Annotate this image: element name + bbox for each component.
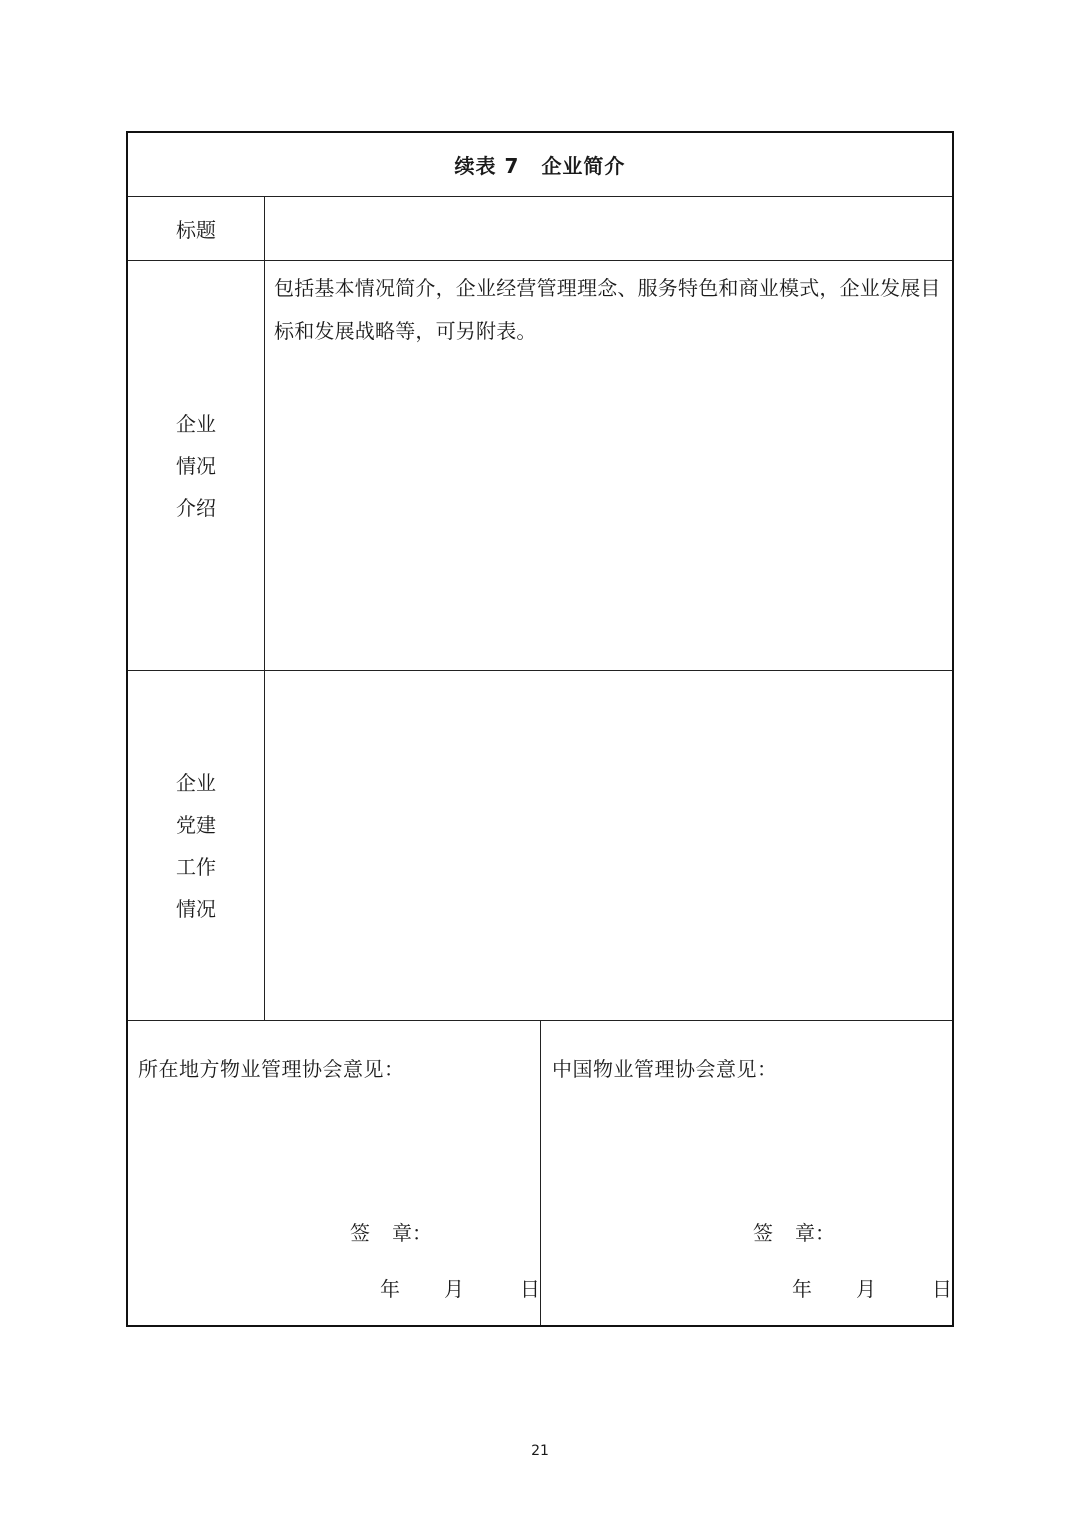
intro-label-line: 情况 (176, 453, 216, 478)
local-association-opinion-cell[interactable] (128, 1021, 541, 1325)
national-date-line (792, 1273, 952, 1302)
year-label: 年 (792, 1277, 812, 1301)
intro-label-line: 介绍 (176, 495, 216, 520)
opinion-row (128, 1021, 952, 1325)
local-association-opinion-title: 所在地方物业管理协会意见： (138, 1057, 405, 1081)
intro-instruction-text: 包括基本情况简介，企业经营管理理念、服务特色和商业模式，企业发展目标和发展战略等，可另附表。 (274, 276, 941, 343)
sign-char: 章： (392, 1221, 432, 1245)
table-title-main: 企业简介 (541, 154, 626, 178)
party-row (128, 671, 952, 1021)
intro-label-line: 企业 (176, 411, 216, 436)
page-number: 21 (531, 1443, 549, 1459)
month-label: 月 (444, 1277, 464, 1301)
national-signature-label (753, 1217, 835, 1246)
local-date-line (380, 1273, 540, 1302)
heading-label-cell (128, 197, 265, 260)
day-label: 日 (520, 1277, 540, 1301)
party-content-cell[interactable] (265, 671, 952, 1020)
day-label: 日 (932, 1277, 952, 1301)
table-title-row (128, 133, 952, 197)
month-label: 月 (856, 1277, 876, 1301)
form-table (126, 131, 954, 1327)
intro-label (176, 403, 216, 529)
local-signature-label (350, 1217, 432, 1246)
intro-label-cell (128, 261, 265, 670)
national-association-opinion-title: 中国物业管理协会意见： (552, 1057, 778, 1081)
sign-char: 章： (795, 1221, 835, 1245)
table-title-prefix: 续表 7 (454, 154, 520, 178)
heading-row (128, 197, 952, 261)
national-association-opinion-cell[interactable] (541, 1021, 952, 1325)
heading-label: 标题 (176, 218, 216, 242)
heading-input-cell[interactable] (265, 197, 952, 260)
party-label-cell (128, 671, 265, 1020)
party-label (176, 762, 216, 930)
intro-row (128, 261, 952, 671)
party-label-line: 企业 (176, 770, 216, 795)
sign-char: 签 (753, 1221, 773, 1245)
party-label-line: 工作 (176, 854, 216, 879)
intro-content-cell[interactable] (265, 261, 952, 670)
party-label-line: 党建 (176, 812, 216, 837)
party-label-line: 情况 (176, 896, 216, 921)
sign-char: 签 (350, 1221, 370, 1245)
year-label: 年 (380, 1277, 400, 1301)
